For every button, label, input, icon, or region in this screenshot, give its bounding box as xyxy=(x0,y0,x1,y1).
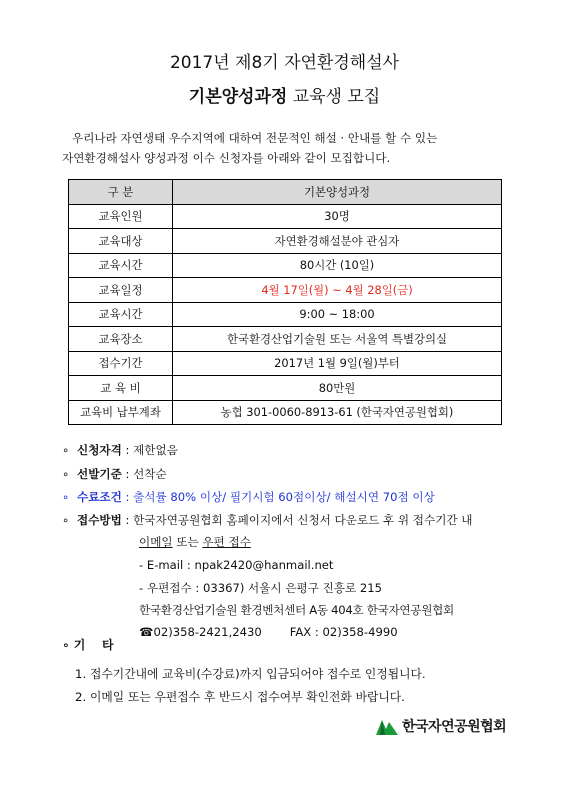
row-value: 2017년 1월 9일(월)부터 xyxy=(173,351,502,376)
note-1: 1. 접수기간내에 교육비(수강료)까지 입금되어야 접수로 인정됩니다. xyxy=(75,667,426,681)
address-line: 한국환경산업기술원 환경벤처센터 A동 404호 한국자연공원협회 xyxy=(139,603,454,617)
table-header-key: 구 분 xyxy=(69,180,173,205)
row-value: 80시간 (10일) xyxy=(173,253,502,278)
intro-paragraph xyxy=(62,128,510,168)
completion-section: ∘ 수료조건 : 출석률 80% 이상/ 필기시험 60점이상/ 해설시연 70점 이상 xyxy=(62,487,435,507)
selection-label: 선발기준 xyxy=(77,467,122,481)
row-key: 교육시간 xyxy=(69,253,173,278)
fax-number: FAX : 02)358-4990 xyxy=(289,625,398,639)
table-header-value: 기본양성과정 xyxy=(173,180,502,205)
completion-value: 출석률 80% 이상/ 필기시험 60점이상/ 해설시연 70점 이상 xyxy=(133,490,435,504)
or-text: 또는 xyxy=(172,535,203,549)
row-value: 농협 301-0060-8913-61 (한국자연공원협회) xyxy=(173,400,502,425)
row-key: 교 육 비 xyxy=(69,376,173,401)
bullet-icon: ∘ xyxy=(62,513,70,527)
completion-label: 수료조건 xyxy=(77,490,122,504)
title-course-name: 기본양성과정 xyxy=(188,87,288,107)
table-row xyxy=(69,302,502,327)
phone-number: 02)358-2421,2430 xyxy=(153,625,262,639)
row-key: 교육일정 xyxy=(69,278,173,303)
title-recruit-text: 교육생 모집 xyxy=(287,87,381,107)
course-info-table xyxy=(68,179,502,425)
email-link[interactable]: 이메일 xyxy=(139,535,173,549)
method-label: 접수방법 xyxy=(77,513,122,527)
title-line-2 xyxy=(0,82,569,107)
row-value: 9:00 ~ 18:00 xyxy=(173,302,502,327)
bullet-icon: ∘ xyxy=(62,443,70,457)
title-line-1: 2017년 제8기 자연환경해설사 xyxy=(169,53,400,73)
qualification-value: 제한없음 xyxy=(133,443,178,457)
note-2: 2. 이메일 또는 우편접수 후 반드시 접수여부 확인전화 바랍니다. xyxy=(75,690,405,704)
table-row xyxy=(69,327,502,352)
table-row xyxy=(69,253,502,278)
logo-text: 한국자연공원협회 xyxy=(402,719,507,735)
intro-line-1: 우리나라 자연생태 우수지역에 대하여 전문적인 해설 · 안내를 할 수 있는 xyxy=(72,131,438,145)
method-line-2 xyxy=(139,532,251,552)
row-key: 교육비 납부계좌 xyxy=(69,400,173,425)
table-header-row xyxy=(69,180,502,205)
row-key: 교육인원 xyxy=(69,204,173,229)
table-row xyxy=(69,351,502,376)
post-link[interactable]: 우편 접수 xyxy=(202,535,251,549)
other-section-title: ∘ 기 타 xyxy=(62,638,114,652)
table-row xyxy=(69,204,502,229)
intro-line-2: 자연환경해설사 양성과정 이수 신청자를 아래와 같이 모집합니다. xyxy=(62,151,391,165)
row-value: 80만원 xyxy=(173,376,502,401)
table-row xyxy=(69,376,502,401)
qualification-label: 신청자격 xyxy=(77,443,122,457)
method-line-1: 한국자연공원협회 홈페이지에서 신청서 다운로드 후 위 접수기간 내 xyxy=(133,513,473,527)
row-key: 교육대상 xyxy=(69,229,173,254)
selection-value: 선착순 xyxy=(133,467,167,481)
contact-line xyxy=(139,622,398,642)
row-value: 30명 xyxy=(173,204,502,229)
table-row xyxy=(69,229,502,254)
bullet-icon: ∘ xyxy=(62,490,70,504)
email-line: - E-mail : npak2420@hanmail.net xyxy=(139,558,334,572)
mountain-logo-icon xyxy=(376,717,398,735)
selection-section: ∘ 선발기준 : 선착순 xyxy=(62,464,167,484)
schedule-value: 4월 17일(월) ~ 4월 28일(금) xyxy=(173,278,502,303)
post-line: - 우편접수 : 03367) 서울시 은평구 진흥로 215 xyxy=(139,581,383,595)
row-key: 접수기간 xyxy=(69,351,173,376)
qualification-section: ∘ 신청자격 : 제한없음 xyxy=(62,440,178,460)
phone-icon: ☎ xyxy=(139,625,154,639)
table-row xyxy=(69,400,502,425)
row-value: 자연환경해설분야 관심자 xyxy=(173,229,502,254)
association-logo xyxy=(376,716,506,736)
bullet-icon: ∘ xyxy=(62,467,70,481)
row-key: 교육시간 xyxy=(69,302,173,327)
row-value: 한국환경산업기술원 또는 서울역 특별강의실 xyxy=(173,327,502,352)
row-key: 교육장소 xyxy=(69,327,173,352)
table-row xyxy=(69,278,502,303)
method-section: ∘ 접수방법 : 한국자연공원협회 홈페이지에서 신청서 다운로드 후 위 접수기간 내 xyxy=(62,510,472,530)
